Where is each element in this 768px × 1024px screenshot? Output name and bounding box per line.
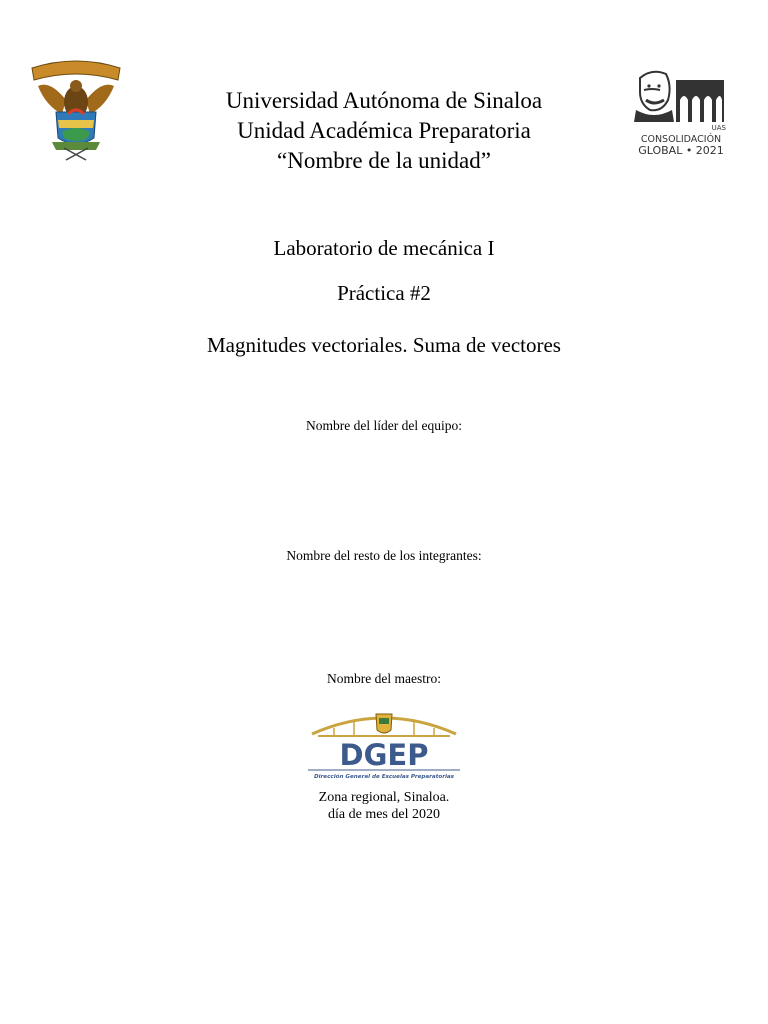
university-name: Universidad Autónoma de Sinaloa — [225, 88, 543, 113]
uas-university-crest-icon — [28, 50, 124, 162]
global-2021-label: GLOBAL • 2021 — [638, 144, 724, 157]
dgep-subtitle: Dirección General de Escuelas Preparatorias — [313, 774, 455, 780]
academic-unit: Unidad Académica Preparatoria — [237, 118, 531, 143]
practice-number: Práctica #2 — [337, 281, 431, 305]
unit-name-placeholder: “Nombre de la unidad” — [277, 148, 491, 173]
university-header — [134, 86, 634, 176]
dgep-text: DGEP — [339, 738, 429, 772]
uas-consolidacion-global-logo-icon — [632, 66, 730, 158]
uas-label: UAS — [711, 124, 726, 132]
teacher-label: Nombre del maestro: — [327, 671, 441, 686]
consolidacion-label: CONSOLIDACIÓN — [640, 134, 722, 145]
dgep-logo-icon — [304, 706, 464, 782]
date-text: día de mes del 2020 — [328, 807, 440, 822]
lab-title: Laboratorio de mecánica I — [273, 236, 495, 260]
team-members-label: Nombre del resto de los integrantes: — [286, 548, 482, 563]
practice-topic: Magnitudes vectoriales. Suma de vectores — [207, 333, 561, 357]
footer-location-date — [0, 789, 768, 823]
location-text: Zona regional, Sinaloa. — [318, 790, 450, 805]
team-leader-label: Nombre del líder del equipo: — [306, 418, 462, 433]
